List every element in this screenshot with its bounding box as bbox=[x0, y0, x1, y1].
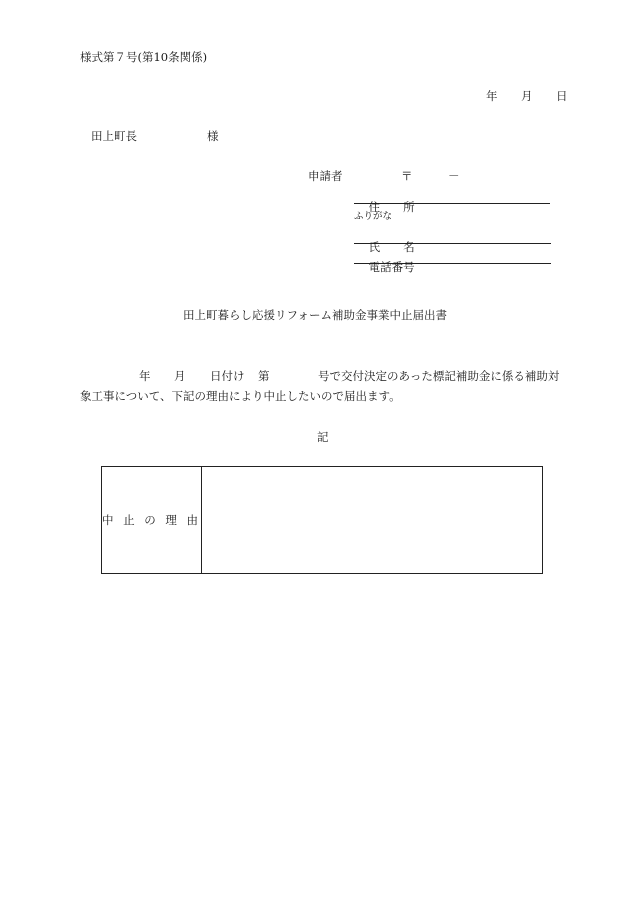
body-line2: 象工事について、下記の理由により中止したいので届出ます。 bbox=[80, 389, 401, 403]
reason-table bbox=[101, 466, 543, 574]
body-month: 月 bbox=[174, 369, 186, 383]
body-number-prefix: 第 bbox=[258, 369, 270, 383]
date-day-label: 日 bbox=[556, 89, 568, 103]
applicant-label: 申請者 bbox=[308, 169, 343, 183]
form-number: 様式第７号(第10条関係) bbox=[80, 50, 208, 64]
date-month-label: 月 bbox=[521, 89, 533, 103]
document-title: 田上町暮らし応援リフォーム補助金事業中止届出書 bbox=[183, 308, 447, 322]
reason-label: 中 止 の 理 由 bbox=[102, 467, 202, 573]
phone-field bbox=[354, 250, 551, 274]
postal-dash: － bbox=[448, 169, 460, 183]
addressee-name: 田上町長 bbox=[91, 129, 137, 143]
phone-label: 電話番号 bbox=[368, 259, 415, 274]
address-field bbox=[354, 190, 550, 214]
name-field bbox=[354, 230, 551, 254]
name-label: 氏 名 bbox=[368, 239, 415, 254]
body-year: 年 bbox=[139, 369, 151, 383]
ki-mark: 記 bbox=[317, 430, 329, 444]
furigana-label: ふりがな bbox=[354, 211, 393, 222]
address-label: 住 所 bbox=[368, 199, 415, 214]
body-line1-rest: 号で交付決定のあった標記補助金に係る補助対 bbox=[318, 369, 560, 383]
postal-mark: 〒 bbox=[401, 169, 413, 183]
body-dated: 日付け bbox=[210, 369, 245, 383]
date-year-label: 年 bbox=[486, 89, 498, 103]
reason-input-area[interactable] bbox=[202, 467, 542, 573]
addressee-honorific: 様 bbox=[207, 129, 219, 143]
